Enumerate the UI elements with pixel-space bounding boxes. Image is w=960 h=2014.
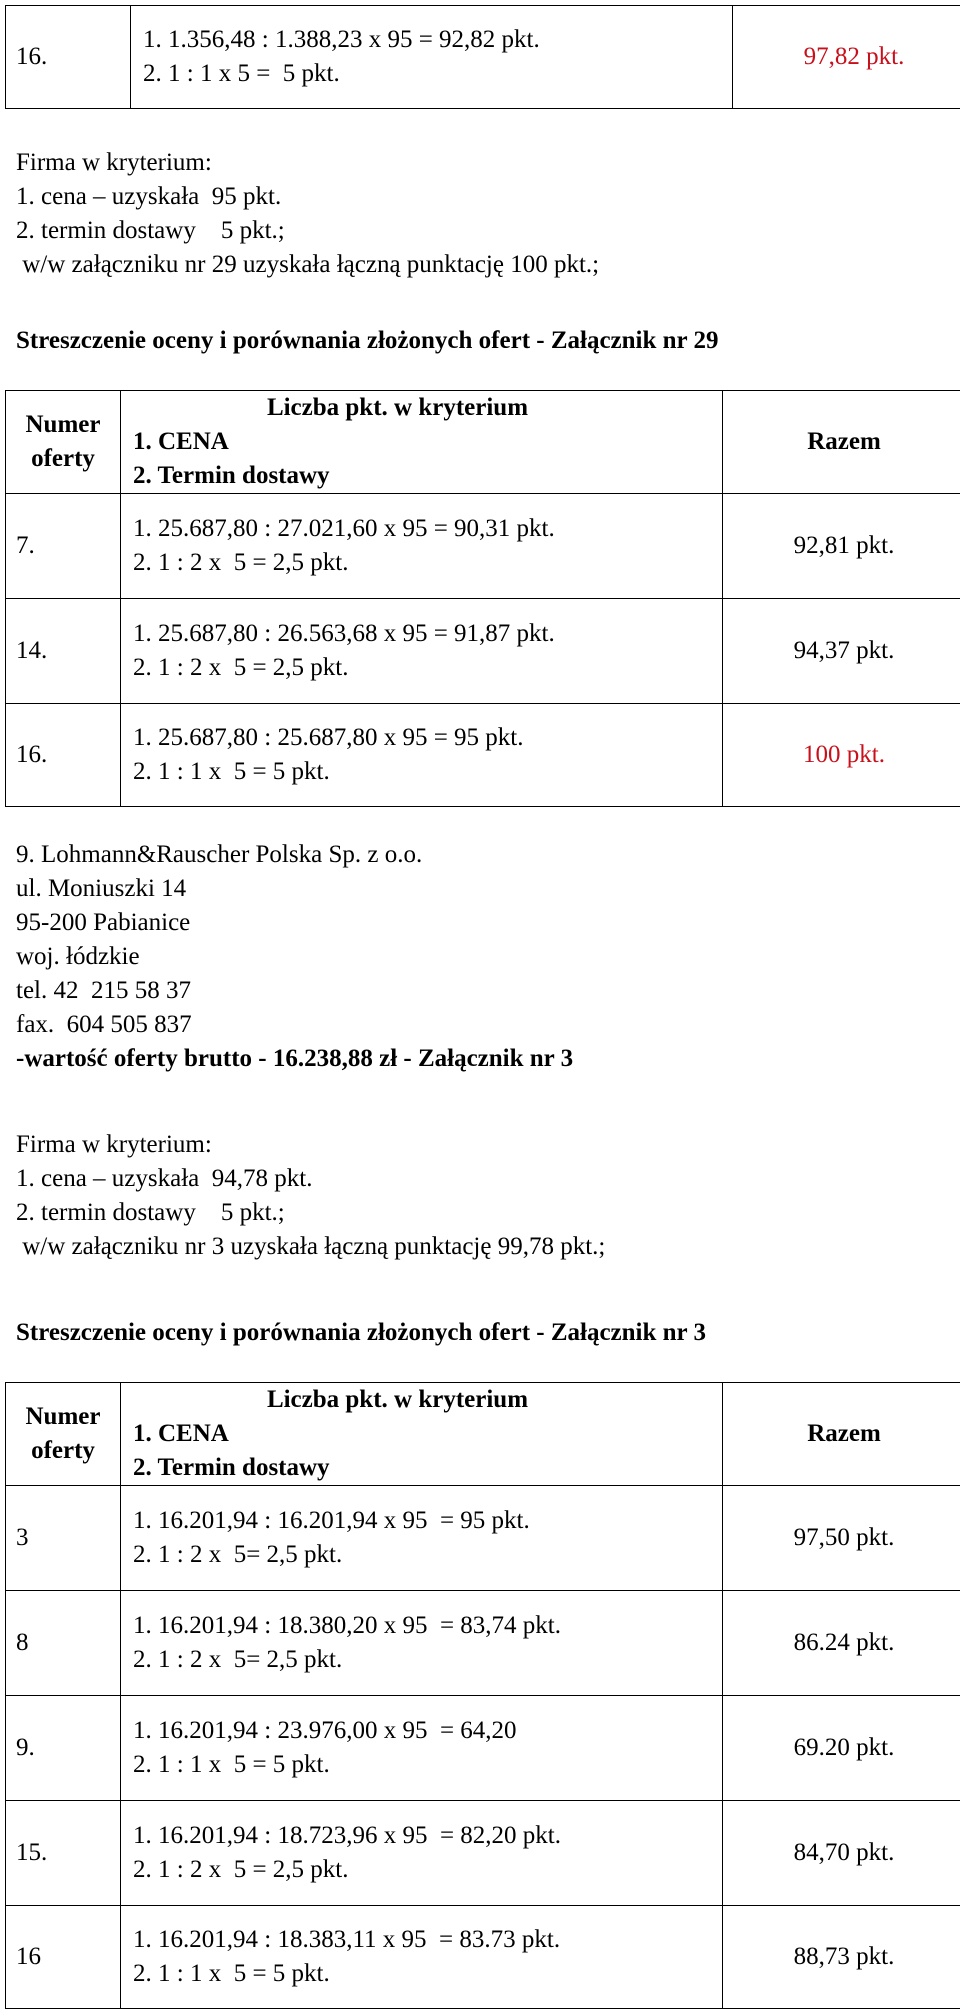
total-score: 86.24 pkt. [723,1591,960,1696]
total-score: 97,82 pkt. [733,6,960,109]
offer-value: -wartość oferty brutto - 16.238,88 zł - Załącznik nr 3 [16,1045,574,1072]
offer-number: 8 [6,1591,121,1696]
table-row [6,494,960,599]
summary-heading: Firma w kryterium: [16,1131,212,1158]
table-row [6,1696,960,1801]
summary-heading: Firma w kryterium: [16,149,212,176]
total-score: 84,70 pkt. [723,1801,960,1906]
summary-line: 1. cena – uzyskała 94,78 pkt. [16,1165,313,1192]
section-title: Streszczenie oceny i porównania złożonych ofert - Załącznik nr 3 [16,1319,706,1346]
total-score: 88,73 pkt. [723,1906,960,2009]
summary-line: w/w załączniku nr 3 uzyskała łączną punktację 99,78 pkt.; [16,1233,606,1260]
offer-number: 14. [6,599,121,704]
col-criteria-header: Liczba pkt. w kryterium 1. CENA 2. Termin dostawy [121,1383,723,1486]
score-calculation [131,6,733,109]
summary-line: 1. cena – uzyskała 95 pkt. [16,183,282,210]
col-total-header: Razem [723,1383,960,1486]
table-row [6,599,960,704]
summary-line: 2. termin dostawy 5 pkt.; [16,1199,285,1226]
top-score-table [5,5,960,109]
score-calculation: 1. 25.687,80 : 26.563,68 x 95 = 91,87 pkt. 2. 1 : 2 x 5 = 2,5 pkt. [121,599,723,704]
evaluation-table-29 [5,390,960,807]
col-offer-number-header: Numer oferty [6,391,121,494]
offer-number: 3 [6,1486,121,1591]
company-city: 95-200 Pabianice [16,909,191,936]
total-score: 97,50 pkt. [723,1486,960,1591]
score-calculation: 1. 16.201,94 : 16.201,94 x 95 = 95 pkt. 2. 1 : 2 x 5= 2,5 pkt. [121,1486,723,1591]
criteria-summary [16,146,946,282]
company-region: woj. łódzkie [16,943,140,970]
summary-line: 2. termin dostawy 5 pkt.; [16,217,285,244]
company-name: 9. Lohmann&Rauscher Polska Sp. z o.o. [16,841,423,868]
company-fax: fax. 604 505 837 [16,1011,192,1038]
score-calculation: 1. 16.201,94 : 18.723,96 x 95 = 82,20 pkt. 2. 1 : 2 x 5 = 2,5 pkt. [121,1801,723,1906]
total-score: 100 pkt. [723,704,960,807]
score-calculation: 1. 16.201,94 : 18.383,11 x 95 = 83.73 pkt. 2. 1 : 1 x 5 = 5 pkt. [121,1906,723,2009]
criteria-summary [16,1128,946,1264]
table-row [6,1906,960,2009]
table-row [6,704,960,807]
offer-number: 9. [6,1696,121,1801]
col-total-header: Razem [723,391,960,494]
delivery-calculation: 2. 1 : 1 x 5 = 5 pkt. [143,60,340,87]
price-calculation: 1. 1.356,48 : 1.388,23 x 95 = 92,82 pkt. [143,26,540,53]
total-score: 69.20 pkt. [723,1696,960,1801]
table-row [6,1801,960,1906]
table-row [6,6,960,109]
table-header-row [6,391,960,494]
col-offer-number-header: Numer oferty [6,1383,121,1486]
offer-number: 15. [6,1801,121,1906]
summary-line: w/w załączniku nr 29 uzyskała łączną punktację 100 pkt.; [16,251,600,278]
offer-number: 16 [6,1906,121,2009]
score-calculation: 1. 16.201,94 : 23.976,00 x 95 = 64,20 2. 1 : 1 x 5 = 5 pkt. [121,1696,723,1801]
table-row [6,1486,960,1591]
total-score: 92,81 pkt. [723,494,960,599]
table-row [6,1591,960,1696]
score-calculation: 1. 25.687,80 : 25.687,80 x 95 = 95 pkt. 2. 1 : 1 x 5 = 5 pkt. [121,704,723,807]
section-title: Streszczenie oceny i porównania złożonych ofert - Załącznik nr 29 [16,327,719,354]
offer-number: 7. [6,494,121,599]
col-criteria-header: Liczba pkt. w kryterium 1. CENA 2. Termin dostawy [121,391,723,494]
evaluation-table-3 [5,1382,960,2009]
company-phone: tel. 42 215 58 37 [16,977,191,1004]
company-info [16,838,946,1076]
score-calculation: 1. 25.687,80 : 27.021,60 x 95 = 90,31 pkt. 2. 1 : 2 x 5 = 2,5 pkt. [121,494,723,599]
offer-number: 16. [6,704,121,807]
score-calculation: 1. 16.201,94 : 18.380,20 x 95 = 83,74 pkt. 2. 1 : 2 x 5= 2,5 pkt. [121,1591,723,1696]
offer-number: 16. [6,6,131,109]
table-header-row [6,1383,960,1486]
total-score: 94,37 pkt. [723,599,960,704]
company-street: ul. Moniuszki 14 [16,875,187,902]
